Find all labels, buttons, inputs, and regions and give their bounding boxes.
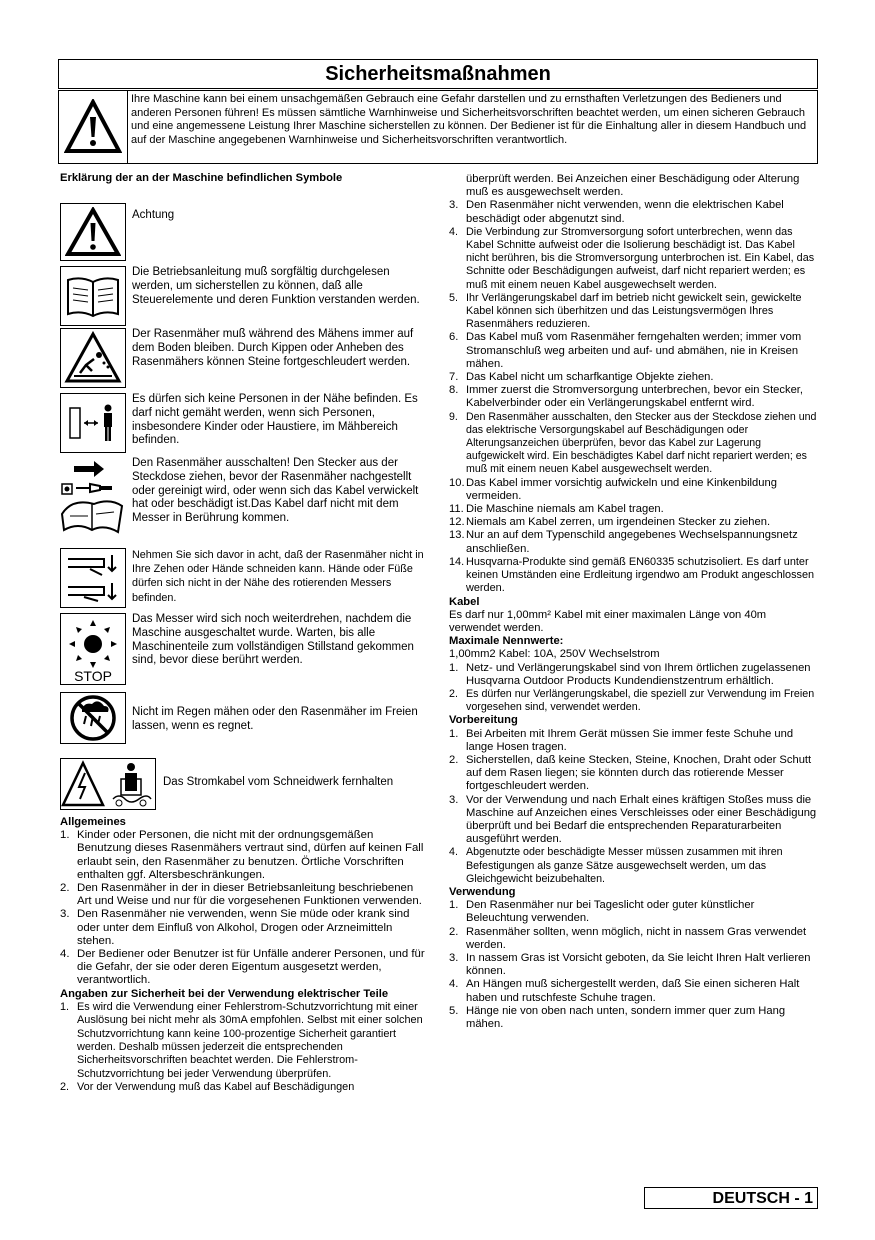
list-item: 1. Den Rasenmäher nur bei Tageslicht oder guter künstlicher Beleuchtung verwenden. [449, 899, 755, 925]
blade-stop-icon [60, 613, 126, 685]
list-item: 10. Das Kabel immer vorsichtig aufwickeln und eine Kinkenbildung vermeiden. [449, 476, 777, 502]
list-item: 1. Kinder oder Personen, die nicht mit der ordnungsgemäßen Benutzung dieses Rasenmähers vertraut sind, dürfen auf keinen Fall erlaubt sein, den Rasenmäher zu benutzen. Örtliche Vorschriften enthalten ggf. Altersbeschränkungen. [60, 829, 424, 881]
list-item: 14. Husqvarna-Produkte sind gemäß EN60335 schutzisoliert. Es darf unter keinen Umständen eine Erdleitung irgendwo am Produkt angeschlossen werden. [449, 555, 815, 595]
stop-label: STOP [74, 668, 112, 684]
symbol-row [60, 328, 428, 388]
list-item: 3. Den Rasenmäher nie verwenden, wenn Sie müde oder krank sind oder unter dem Einfluß von Alkohol, Drogen oder Arzneimitteln stehen. [60, 908, 410, 947]
section-heading-general: Allgemeines [60, 816, 126, 828]
page-title: Sicherheitsmaßnahmen [58, 59, 818, 89]
keep-distance-icon [60, 393, 126, 453]
symbol-text: Den Rasenmäher ausschalten! Den Stecker aus der Steckdose ziehen, bevor der Rasenmäher nachgestellt oder gereinigt wird, oder wenn sich das Kabel verwickelt hat oder beschädigt ist.Das Kabel darf nicht mit dem Messer in Berührung kommen. [132, 457, 419, 525]
list-item: 13. Nur an auf dem Typenschild angegebenes Wechselspannungsnetz anschließen. [449, 529, 798, 555]
list-item: 4. Die Verbindung zur Stromversorgung sofort unterbrechen, wenn das Kabel Schnitte aufweist oder die Isolierung beschädigt ist. Das Kabel nicht berühren, bis die Stromversorgung unterbrochen ist. Ein Kabel, das Schnitte oder Beschädigungen aufweist, darf nicht repariert werden; es muß mit einem neuen Kabel ausgewechselt werden. [449, 225, 815, 291]
electrical-list-right [449, 199, 819, 595]
list-item: 1. Bei Arbeiten mit Ihrem Gerät müssen Sie immer feste Schuhe und lange Hosen tragen. [449, 727, 794, 753]
symbol-row [60, 548, 428, 608]
section-heading-rating: Maximale Nennwerte: [449, 635, 564, 648]
symbols-heading: Erklärung der an der Maschine befindlichen Symbole [60, 172, 343, 184]
list-item: 4. Abgenutzte oder beschädigte Messer müssen zusammen mit ihren Befestigungen als ganze Sätze ausgewechselt werden, um das Gleichgewicht beizubehalten. [449, 846, 783, 885]
rating-text: 1,00mm2 Kabel: 10A, 250V Wechselstrom [449, 648, 660, 661]
symbol-text: Das Stromkabel vom Schneidwerk fernhalten [163, 776, 394, 788]
prep-list [449, 728, 819, 886]
symbol-text: Das Messer wird sich noch weiterdrehen, nachdem die Maschine ausgeschaltet wurde. Warten, bis alle Maschinenteile zum vollständigen Stillstand gekommen sind, bevor diese berührt werden. [132, 613, 414, 667]
symbol-row [60, 692, 428, 744]
warning-triangle-icon [60, 203, 126, 261]
continued-text: überprüft werden. Bei Anzeichen einer Beschädigung oder Alterung muß es ausgewechselt werden. [466, 173, 800, 199]
intro-warning-box [58, 90, 818, 164]
symbol-row [60, 457, 428, 541]
left-column-lower [60, 816, 428, 1095]
right-column [449, 173, 819, 1031]
use-list [449, 899, 819, 1031]
list-item: 8. Immer zuerst die Stromversorgung unterbrechen, bevor ein Stecker, Kabelverbinder oder ein Verlängerungskabel entfernt wird. [449, 384, 804, 410]
unplug-icon [60, 457, 126, 541]
list-item: 4. An Hängen muß sichergestellt werden, daß Sie einen sicheren Halt haben und rutschfeste Schuhe tragen. [449, 978, 800, 1004]
list-item: 3. Den Rasenmäher nicht verwenden, wenn die elektrischen Kabel beschädigt oder abgenutzt sind. [449, 199, 784, 225]
list-item: 9. Den Rasenmäher ausschalten, den Stecker aus der Steckdose ziehen und das elektrische Versorgungskabel auf Beschädigungen oder Alterungsanzeichen überprüfen, bevor das Kabel zur Lagerung aufgewickelt wird. Ein beschädigtes Kabel darf nicht repariert werden; es muß mit einem neuen Kabel ausgewechselt werden. [449, 410, 817, 476]
list-item: 7. Das Kabel nicht um scharfkantige Objekte ziehen. [449, 371, 714, 384]
list-item: 3. In nassem Gras ist Vorsicht geboten, da Sie leicht Ihren Halt verlieren können. [449, 951, 811, 978]
list-item: 5. Ihr Verlängerungskabel darf im betrieb nicht gewickelt sein, gewickelte Kabel können sich überhitzen und das Leistungsvermögen Ihres Rasenmähers reduzieren. [449, 291, 802, 331]
list-item: 11. Die Maschine niemals am Kabel tragen. [449, 503, 664, 516]
no-rain-icon [60, 692, 126, 744]
list-item: 1. Netz- und Verlängerungskabel sind von Ihrem örtlichen zugelassenen Husqvarna Outdoor Products Kundendienstzentrum erhältlich. [449, 661, 811, 687]
list-item: 2. Sicherstellen, daß keine Stecken, Steine, Knochen, Draht oder Schutt auf dem Rasen liegen; sie könnten durch das rotierende Messer fortgeschleudert werden. [449, 753, 812, 793]
symbol-text: Die Betriebsanleitung muß sorgfältig durchgelesen werden, um sicherstellen zu können, daß alle Steuerelemente und deren Funktion verstanden werden. [132, 266, 420, 306]
general-list [60, 829, 428, 987]
list-item: 4. Der Bediener oder Benutzer ist für Unfälle anderer Personen, und für die Gefahr, der sie oder deren Eigentum ausgesetzt werden, verantwortlich. [60, 948, 425, 987]
cable-away-icon [60, 758, 156, 810]
symbol-text: Es dürfen sich keine Personen in der Nähe befinden. Es darf nicht gemäht werden, wenn sich Personen, insbesondere Kinder oder Haustiere, im Mähbereich befinden. [132, 393, 418, 447]
list-item: 2. Rasenmäher sollten, wenn möglich, nicht in nassem Gras verwendet werden. [449, 925, 807, 951]
list-item: 3. Vor der Verwendung und nach Erhalt eines kräftigen Stoßes muss die Maschine auf Anzeichen eines Verschleisses oder einer Beschädigung überprüft und bei Bedarf die entsprechenden Reparaturarbeiten ausgeführt werden. [449, 793, 817, 846]
warning-triangle-icon [59, 91, 128, 163]
list-item: 6. Das Kabel muß vom Rasenmäher ferngehalten werden; immer vom Stromanschluß weg arbeiten und auf- und abmähen, nie in Kreisen mähen. [449, 331, 802, 370]
symbol-text: Nehmen Sie sich davor in acht, daß der Rasenmäher nicht in Ihre Zehen oder Hände schneiden kann. Hände oder Füße dürfen sich nicht in der Nähe des rotierenden Messers befinden. [132, 549, 424, 604]
rating-list [449, 662, 819, 715]
list-item: 5. Hänge nie von oben nach unten, sondern immer quer zum Hang mähen. [449, 1004, 786, 1030]
section-heading-kabel: Kabel [449, 595, 480, 608]
intro-text: Ihre Maschine kann bei einem unsachgemäßen Gebrauch eine Gefahr darstellen und zu ernsthaften Verletzungen des Bedieners und anderen Personen führen! Es müssen sämtliche Warnhinweise und Sicherheitsvorschriften beachtet werden, um einen sicheren Gebrauch und eine angemessene Leistung Ihrer Maschine sicherstellen zu können. Der Bediener ist für die Einhaltung aller in diesem Handbuch und auf der Maschine angegebenen Warnhinweise und Sicherheitsvorschriften verantwortlich. [131, 93, 807, 146]
symbol-row [60, 266, 428, 326]
section-heading-use: Verwendung [449, 885, 516, 898]
page-footer-label: DEUTSCH - 1 [644, 1187, 818, 1209]
section-heading-prep: Vorbereitung [449, 714, 518, 727]
list-item: 12. Niemals am Kabel zerren, um irgendeinen Stecker zu ziehen. [449, 516, 771, 529]
kabel-text: Es darf nur 1,00mm² Kabel mit einer maximalen Länge von 40m verwendet werden. [449, 608, 767, 634]
electrical-list-left [60, 1001, 428, 1095]
list-item: 2. Den Rasenmäher in der in dieser Betriebsanleitung beschriebenen Art und Weise und nur für die vorgesehenen Funktionen verwenden. [60, 882, 422, 908]
blade-hands-feet-icon [60, 548, 126, 608]
symbol-row [60, 613, 428, 685]
list-item: 2. Vor der Verwendung muß das Kabel auf Beschädigungen [60, 1081, 355, 1094]
symbol-text: Achtung [132, 209, 175, 221]
symbol-row [60, 758, 459, 810]
list-item: 1. Es wird die Verwendung einer Fehlerstrom-Schutzvorrichtung mit einer Auslösung bei nicht mehr als 30mA empfohlen. Selbst mit einer solchen Schutzvorrichtung kann keine 100-prozentige Sicherheit garantiert werden. Deshalb müssen jederzeit die entsprechenden Sicherheitsvorschriften beachtet werden. Die Fehlerstrom-Schutzvorrichtung bei jeder Verwendung überprüfen. [60, 1000, 423, 1080]
list-item: 2. Es dürfen nur Verlängerungskabel, die speziell zur Verwendung im Freien vorgesehen sind, verwendet werden. [449, 687, 815, 714]
thrown-object-icon [60, 328, 126, 388]
symbol-text: Der Rasenmäher muß während des Mähens immer auf dem Boden bleiben. Durch Kippen oder Anheben des Rasenmähers können Steine fortgeschleudert werden. [132, 328, 414, 368]
section-heading-electrical: Angaben zur Sicherheit bei der Verwendung elektrischer Teile [60, 987, 389, 1000]
symbol-row [60, 393, 428, 453]
symbol-row [60, 203, 428, 261]
manual-book-icon [60, 266, 126, 326]
symbol-text: Nicht im Regen mähen oder den Rasenmäher im Freien lassen, wenn es regnet. [132, 706, 418, 732]
